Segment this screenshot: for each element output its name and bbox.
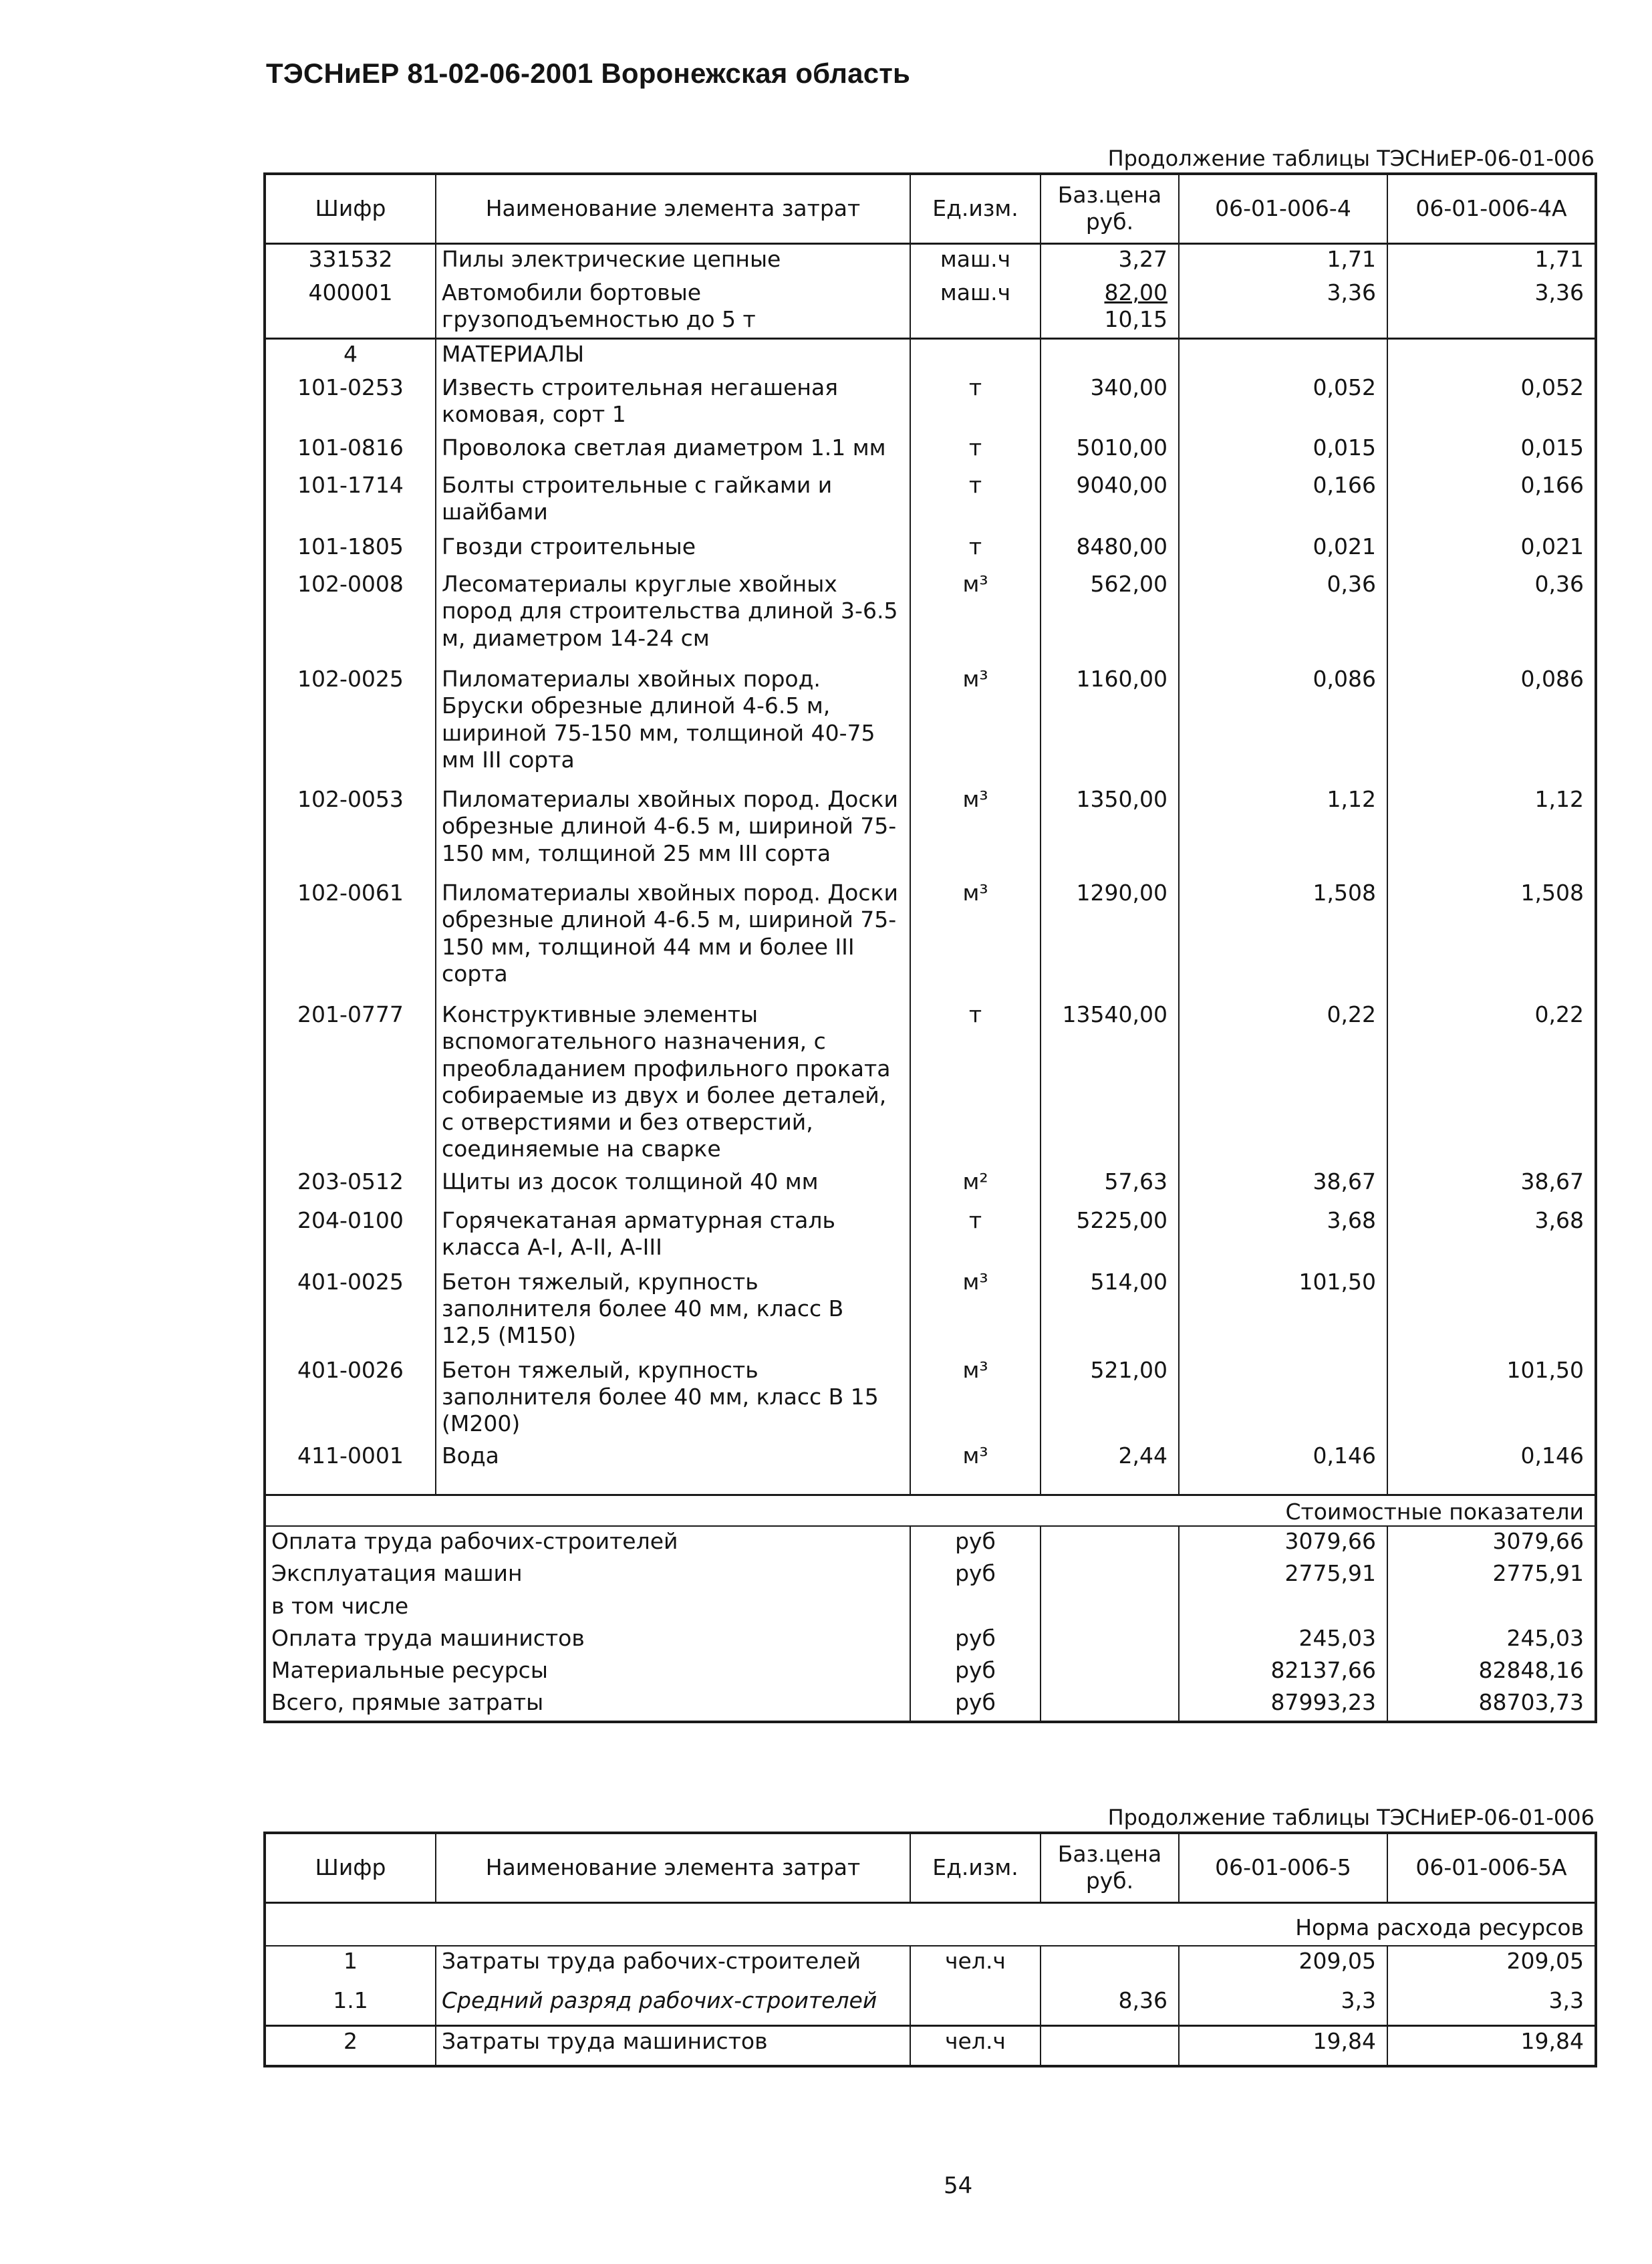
row-value-1: 0,086: [1179, 664, 1387, 785]
row-value-2: 19,84: [1387, 2026, 1596, 2066]
row-value-2: 0,166: [1387, 471, 1596, 532]
col-header-variant-2: 06-01-006-4А: [1387, 174, 1596, 243]
row-value-2: 0,052: [1387, 373, 1596, 433]
row-name: Лесоматериалы круглые хвойных пород для строительства длиной 3-6.5 м, диаметром 14-24 см: [436, 570, 910, 664]
price-value: 2,44: [1118, 1442, 1167, 1469]
row-value-2: 209,05: [1387, 1946, 1596, 1986]
summary-row: [265, 1688, 1596, 1721]
row-value-2: 0,146: [1387, 1441, 1596, 1495]
table-row: [265, 243, 1596, 278]
row-price: [1041, 785, 1179, 878]
row-value-1: 3,36: [1179, 278, 1387, 338]
summary-price: [1041, 1559, 1179, 1591]
row-value-1: 38,67: [1179, 1167, 1387, 1206]
row-name: Гвозди строительные: [436, 532, 910, 570]
row-unit: чел.ч: [910, 1946, 1041, 1986]
table-row: [265, 373, 1596, 433]
summary-label: в том числе: [265, 1592, 910, 1624]
row-code: 411-0001: [265, 1441, 436, 1495]
col-header-variant-1: 06-01-006-5: [1179, 1833, 1387, 1902]
row-name: Автомобили бортовые грузоподъемностью до 5 т: [436, 278, 910, 338]
table-row: [265, 1441, 1596, 1495]
table-row: [265, 664, 1596, 785]
row-price: [1041, 373, 1179, 433]
summary-value-1: 245,03: [1179, 1624, 1387, 1656]
row-price: [1041, 532, 1179, 570]
price-value: 82,00: [1104, 279, 1167, 305]
summary-value-1: 87993,23: [1179, 1688, 1387, 1721]
row-price: [1041, 278, 1179, 338]
row-code: 1.1: [265, 1986, 436, 2026]
row-code: 101-1805: [265, 532, 436, 570]
price-value: 5010,00: [1076, 434, 1167, 461]
row-code: 331532: [265, 243, 436, 278]
summary-unit: руб: [910, 1688, 1041, 1721]
row-value-1: 1,71: [1179, 243, 1387, 278]
norms-title-row: [265, 1902, 1596, 1946]
row-value-1: 3,68: [1179, 1206, 1387, 1267]
row-value-1: 0,015: [1179, 433, 1387, 471]
row-code: 401-0025: [265, 1267, 436, 1356]
summary-price: [1041, 1624, 1179, 1656]
row-code: 101-0253: [265, 373, 436, 433]
row-value-1: 101,50: [1179, 1267, 1387, 1356]
row-value-2: 0,36: [1387, 570, 1596, 664]
row-value-2: 0,22: [1387, 1000, 1596, 1167]
row-unit: т: [910, 1000, 1041, 1167]
row-unit: м³: [910, 1267, 1041, 1356]
row-value-2: [1387, 338, 1596, 373]
row-unit: маш.ч: [910, 278, 1041, 338]
row-code: 401-0026: [265, 1356, 436, 1442]
row-value-1: 0,22: [1179, 1000, 1387, 1167]
table-row: [265, 1000, 1596, 1167]
col-header-code: Шифр: [265, 1833, 436, 1902]
table-row: [265, 532, 1596, 570]
price-value: 340,00: [1090, 374, 1167, 400]
row-value-1: [1179, 338, 1387, 373]
price-value: 1350,00: [1076, 786, 1167, 812]
price-value: 9040,00: [1076, 472, 1167, 498]
row-unit: м³: [910, 1441, 1041, 1495]
row-value-2: 3,36: [1387, 278, 1596, 338]
row-value-2: 1,12: [1387, 785, 1596, 878]
row-value-2: 0,086: [1387, 664, 1596, 785]
summary-value-2: 245,03: [1387, 1624, 1596, 1656]
row-unit: м³: [910, 878, 1041, 1000]
summary-row: [265, 1592, 1596, 1624]
row-name: Затраты труда машинистов: [436, 2026, 910, 2066]
row-value-1: 0,36: [1179, 570, 1387, 664]
price-value: 521,00: [1090, 1356, 1167, 1383]
row-code: 101-1714: [265, 471, 436, 532]
col-header-price: Баз.цена руб.: [1041, 174, 1179, 243]
summary-title: Стоимостные показатели: [265, 1495, 1596, 1526]
row-name: Известь строительная негашеная комовая, сорт 1: [436, 373, 910, 433]
summary-price: [1041, 1688, 1179, 1721]
price-value: 5225,00: [1076, 1207, 1167, 1233]
row-name: Затраты труда рабочих-строителей: [436, 1946, 910, 1986]
summary-label: Всего, прямые затраты: [265, 1688, 910, 1721]
section-row: [265, 338, 1596, 373]
row-value-1: 0,146: [1179, 1441, 1387, 1495]
table-row: [265, 1206, 1596, 1267]
table-row: [265, 1356, 1596, 1442]
row-code: 102-0061: [265, 878, 436, 1000]
summary-value-1: [1179, 1592, 1387, 1624]
row-unit: т: [910, 373, 1041, 433]
row-value-2: 38,67: [1387, 1167, 1596, 1206]
row-price: [1041, 570, 1179, 664]
row-value-1: 19,84: [1179, 2026, 1387, 2066]
summary-value-2: 2775,91: [1387, 1559, 1596, 1591]
row-unit: т: [910, 532, 1041, 570]
row-name: Проволока светлая диаметром 1.1 мм: [436, 433, 910, 471]
row-unit: т: [910, 1206, 1041, 1267]
row-price: [1041, 1441, 1179, 1495]
summary-title-row: [265, 1495, 1596, 1526]
row-value-2: 0,021: [1387, 532, 1596, 570]
row-price: [1041, 1946, 1179, 1986]
summary-unit: руб: [910, 1656, 1041, 1688]
summary-value-2: 82848,16: [1387, 1656, 1596, 1688]
row-unit: [910, 338, 1041, 373]
row-name: Пилы электрические цепные: [436, 243, 910, 278]
col-header-code: Шифр: [265, 174, 436, 243]
summary-label: Оплата труда машинистов: [265, 1624, 910, 1656]
summary-row: [265, 1526, 1596, 1559]
price-value: 1290,00: [1076, 880, 1167, 906]
row-price: [1041, 433, 1179, 471]
price-value: 57,63: [1104, 1168, 1167, 1194]
row-price: [1041, 664, 1179, 785]
row-price: [1041, 878, 1179, 1000]
row-value-2: [1387, 1267, 1596, 1356]
row-code: 4: [265, 338, 436, 373]
row-name: МАТЕРИАЛЫ: [436, 338, 910, 373]
row-unit: м³: [910, 570, 1041, 664]
row-value-2: 1,508: [1387, 878, 1596, 1000]
summary-unit: руб: [910, 1559, 1041, 1591]
col-header-variant-1: 06-01-006-4: [1179, 174, 1387, 243]
table-row: [265, 1946, 1596, 1986]
summary-unit: руб: [910, 1624, 1041, 1656]
summary-label: Эксплуатация машин: [265, 1559, 910, 1591]
row-code: 400001: [265, 278, 436, 338]
table1-caption: Продолжение таблицы ТЭСНиЕР-06-01-006: [1107, 146, 1595, 171]
table-row: [265, 1986, 1596, 2026]
row-unit: м²: [910, 1167, 1041, 1206]
table-row: [265, 1167, 1596, 1206]
summary-row: [265, 1559, 1596, 1591]
row-code: 101-0816: [265, 433, 436, 471]
row-unit: т: [910, 471, 1041, 532]
row-value-1: 1,12: [1179, 785, 1387, 878]
row-name: Средний разряд рабочих-строителей: [436, 1986, 910, 2026]
col-header-variant-2: 06-01-006-5А: [1387, 1833, 1596, 1902]
row-name: Щиты из досок толщиной 40 мм: [436, 1167, 910, 1206]
table-row: [265, 471, 1596, 532]
document-title: ТЭСНиЕР 81-02-06-2001 Воронежская область: [266, 57, 911, 89]
summary-value-1: 3079,66: [1179, 1526, 1387, 1559]
row-value-1: 0,052: [1179, 373, 1387, 433]
row-code: 102-0008: [265, 570, 436, 664]
col-header-name: Наименование элемента затрат: [436, 174, 910, 243]
row-value-1: 0,021: [1179, 532, 1387, 570]
row-code: 2: [265, 2026, 436, 2066]
row-value-2: 0,015: [1387, 433, 1596, 471]
summary-value-2: 3079,66: [1387, 1526, 1596, 1559]
row-code: 102-0025: [265, 664, 436, 785]
row-price: [1041, 243, 1179, 278]
summary-price: [1041, 1592, 1179, 1624]
row-price: [1041, 1167, 1179, 1206]
row-value-2: 101,50: [1387, 1356, 1596, 1442]
summary-unit: [910, 1592, 1041, 1624]
row-unit: маш.ч: [910, 243, 1041, 278]
row-value-2: 3,3: [1387, 1986, 1596, 2026]
row-value-1: 0,166: [1179, 471, 1387, 532]
summary-value-2: 88703,73: [1387, 1688, 1596, 1721]
row-unit: м³: [910, 1356, 1041, 1442]
row-price: [1041, 1000, 1179, 1167]
row-value-1: [1179, 1356, 1387, 1442]
row-unit: м³: [910, 664, 1041, 785]
row-name: Вода: [436, 1441, 910, 1495]
col-header-unit: Ед.изм.: [910, 174, 1041, 243]
row-code: 201-0777: [265, 1000, 436, 1167]
row-value-1: 3,3: [1179, 1986, 1387, 2026]
col-header-price: Баз.цена руб.: [1041, 1833, 1179, 1902]
summary-unit: руб: [910, 1526, 1041, 1559]
row-name: Бетон тяжелый, крупность заполнителя более 40 мм, класс В 12,5 (М150): [436, 1267, 910, 1356]
row-code: 1: [265, 1946, 436, 1986]
row-value-1: 209,05: [1179, 1946, 1387, 1986]
table-row: [265, 878, 1596, 1000]
row-name: Пиломатериалы хвойных пород. Доски обрезные длиной 4-6.5 м, шириной 75-150 мм, толщиной 25 мм III сорта: [436, 785, 910, 878]
price-value: 1160,00: [1076, 666, 1167, 692]
page-number: 54: [944, 2172, 973, 2199]
row-price: [1041, 1356, 1179, 1442]
table-row: [265, 278, 1596, 338]
table-row: [265, 785, 1596, 878]
summary-row: [265, 1624, 1596, 1656]
row-price: [1041, 1206, 1179, 1267]
table-row: [265, 433, 1596, 471]
row-name: Конструктивные элементы вспомогательного назначения, с преобладанием профильного проката собираемые из двух и более деталей, с отверстиями и без отверстий, соединяемые на сварке: [436, 1000, 910, 1167]
price-value: 8480,00: [1076, 533, 1167, 559]
table-row: [265, 1267, 1596, 1356]
summary-price: [1041, 1656, 1179, 1688]
summary-label: Оплата труда рабочих-строителей: [265, 1526, 910, 1559]
row-name: Пиломатериалы хвойных пород. Бруски обрезные длиной 4-6.5 м, шириной 75-150 мм, толщиной 40-75 мм III сорта: [436, 664, 910, 785]
cost-table-2: [263, 1832, 1597, 2067]
summary-row: [265, 1656, 1596, 1688]
row-price: [1041, 338, 1179, 373]
price-value: 13540,00: [1062, 1001, 1167, 1027]
price-value: 3,27: [1118, 245, 1167, 272]
row-name: Болты строительные с гайками и шайбами: [436, 471, 910, 532]
row-unit: чел.ч: [910, 2026, 1041, 2066]
row-value-2: 3,68: [1387, 1206, 1596, 1267]
table-row: [265, 2026, 1596, 2066]
summary-value-1: 82137,66: [1179, 1656, 1387, 1688]
table2-caption: Продолжение таблицы ТЭСНиЕР-06-01-006: [1107, 1805, 1595, 1830]
summary-value-2: [1387, 1592, 1596, 1624]
row-unit: м³: [910, 785, 1041, 878]
row-name: Бетон тяжелый, крупность заполнителя более 40 мм, класс В 15 (М200): [436, 1356, 910, 1442]
row-name: Горячекатаная арматурная сталь класса A-I, A-II, A-III: [436, 1206, 910, 1267]
col-header-name: Наименование элемента затрат: [436, 1833, 910, 1902]
row-unit: т: [910, 433, 1041, 471]
summary-value-1: 2775,91: [1179, 1559, 1387, 1591]
row-price: [1041, 471, 1179, 532]
row-unit: [910, 1986, 1041, 2026]
row-code: 204-0100: [265, 1206, 436, 1267]
summary-price: [1041, 1526, 1179, 1559]
price-value-secondary: 10,15: [1104, 306, 1167, 333]
norms-title: Норма расхода ресурсов: [265, 1902, 1596, 1946]
row-code: 203-0512: [265, 1167, 436, 1206]
row-code: 102-0053: [265, 785, 436, 878]
summary-label: Материальные ресурсы: [265, 1656, 910, 1688]
price-value: 514,00: [1090, 1268, 1167, 1295]
cost-table-1: [263, 172, 1597, 1723]
table-row: [265, 570, 1596, 664]
row-name: Пиломатериалы хвойных пород. Доски обрезные длиной 4-6.5 м, шириной 75-150 мм, толщиной 44 мм и более III сорта: [436, 878, 910, 1000]
row-value-1: 1,508: [1179, 878, 1387, 1000]
row-price: [1041, 1267, 1179, 1356]
row-price: [1041, 2026, 1179, 2066]
row-value-2: 1,71: [1387, 243, 1596, 278]
col-header-unit: Ед.изм.: [910, 1833, 1041, 1902]
row-price: 8,36: [1041, 1986, 1179, 2026]
price-value: 562,00: [1090, 571, 1167, 597]
